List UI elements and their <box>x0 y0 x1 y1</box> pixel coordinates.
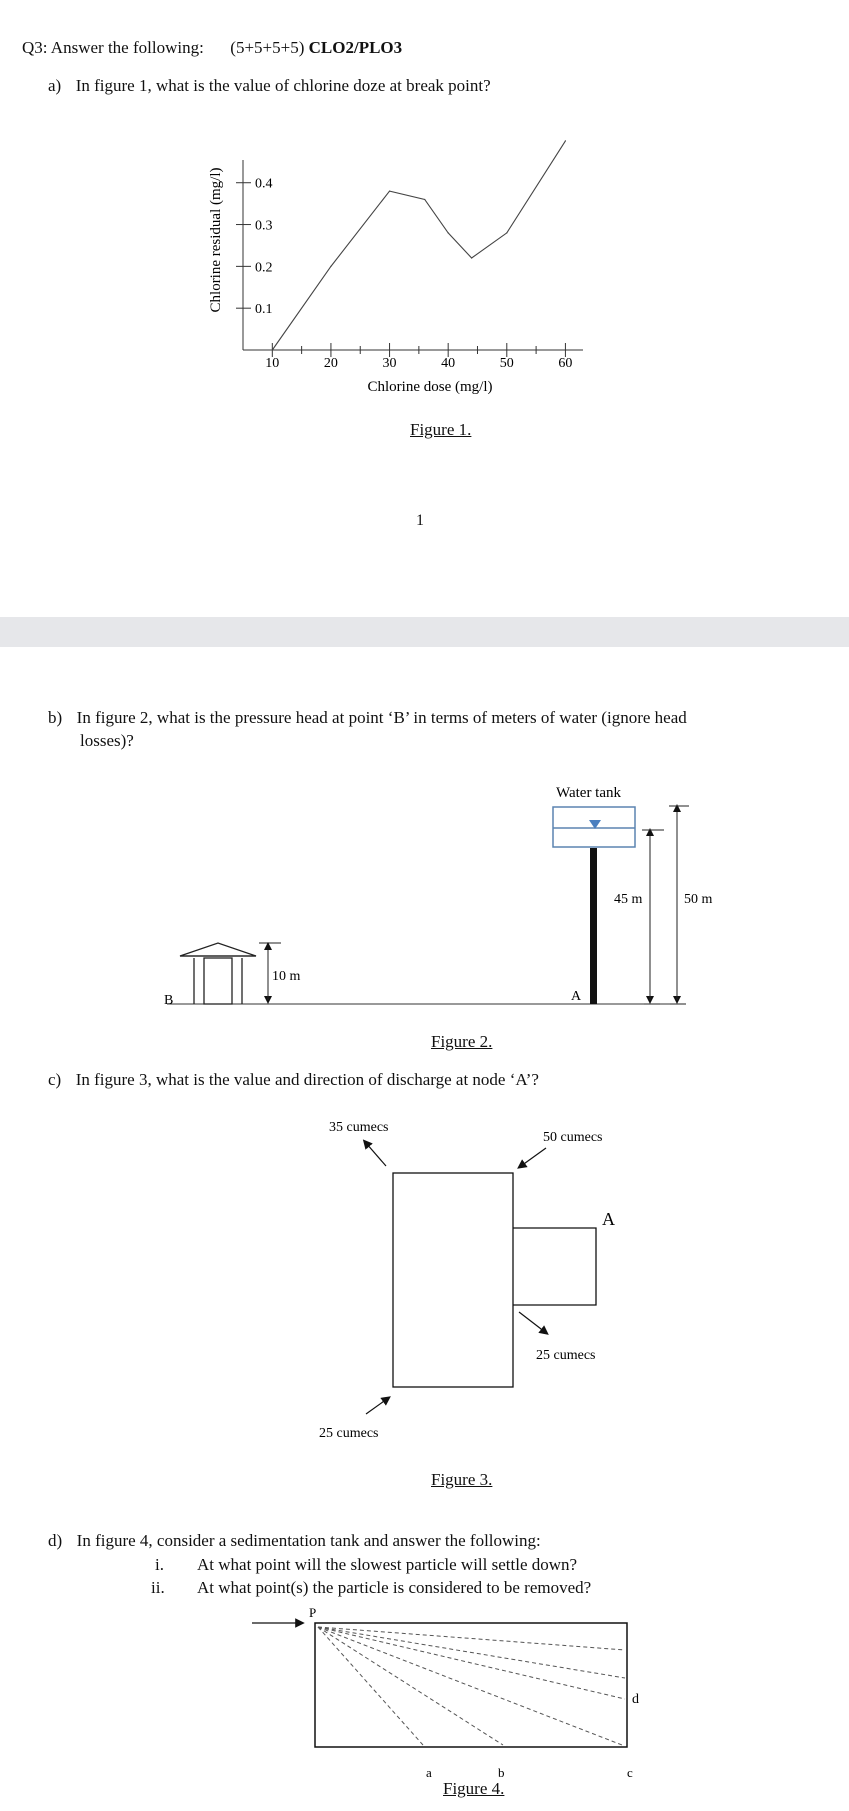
point-p-label: P <box>309 1605 317 1620</box>
flow-arrow-top-left <box>366 1143 386 1166</box>
part-b-line1: In figure 2, what is the pressure head at point ‘B’ in terms of meters of water (ignore head <box>76 708 687 727</box>
flow-arrow-top-right <box>521 1148 546 1166</box>
part-d-item-i: At what point will the slowest particle will settle down? <box>197 1555 578 1574</box>
data-point <box>565 140 566 141</box>
part-d-text: In figure 4, consider a sedimentation tank and answer the following: <box>76 1531 541 1550</box>
x-tick-label: 10 <box>265 356 280 371</box>
chart-area <box>236 140 583 371</box>
network-loop-side <box>513 1228 596 1305</box>
y-tick-label: 0.3 <box>255 218 273 234</box>
part-a-letter: a) <box>48 76 62 95</box>
residual-curve <box>272 141 565 350</box>
part-d-item-ii-num: ii. <box>151 1578 165 1597</box>
data-point <box>506 232 507 233</box>
dimension-10m <box>259 943 281 1000</box>
network-loop-main <box>393 1173 513 1387</box>
page-number: 1 <box>416 512 424 529</box>
data-point <box>471 257 472 258</box>
data-point <box>424 199 425 200</box>
dimension-50m <box>669 806 689 1004</box>
x-tick-label: 50 <box>499 356 514 371</box>
label-45m: 45 m <box>614 892 643 907</box>
water-tank <box>553 807 635 1004</box>
figure-4-caption: Figure 4. <box>443 1779 505 1798</box>
particle-trajectories <box>318 1627 625 1745</box>
part-c-letter: c) <box>48 1070 62 1089</box>
part-a-text: In figure 1, what is the value of chlorine doze at break point? <box>75 76 491 95</box>
flow-arrow-bottom-left <box>366 1399 387 1414</box>
point-c-label: c <box>627 1765 633 1780</box>
x-tick-label: 30 <box>382 356 397 371</box>
y-tick-label: 0.2 <box>255 260 273 276</box>
part-d-item-i-num: i. <box>155 1555 164 1574</box>
point-b-small-label: b <box>498 1765 505 1780</box>
label-50m: 50 m <box>684 892 713 907</box>
q3-clo: CLO2/PLO3 <box>308 38 403 57</box>
water-tank-label: Water tank <box>556 785 622 801</box>
point-a-small-label: a <box>426 1765 432 1780</box>
point-b-label: B <box>164 993 174 1008</box>
page-separator <box>0 617 849 647</box>
y-tick-label: 0.4 <box>255 176 273 192</box>
point-a-label: A <box>571 989 582 1004</box>
tank-column <box>590 848 597 1004</box>
part-d-question <box>48 1531 541 1551</box>
house-icon <box>180 943 256 1004</box>
data-point <box>448 232 449 233</box>
dimension-45m <box>642 830 664 1004</box>
x-tick-label: 60 <box>558 356 573 371</box>
flow-label-50: 50 cumecs <box>543 1130 603 1145</box>
data-point <box>272 349 273 350</box>
part-b-letter: b) <box>48 708 63 727</box>
flow-label-25-left: 25 cumecs <box>319 1426 379 1441</box>
flow-label-25-right: 25 cumecs <box>536 1348 596 1363</box>
x-tick-label: 20 <box>323 356 338 371</box>
part-c-question <box>48 1070 539 1090</box>
figure-1-caption: Figure 1. <box>410 420 472 439</box>
water-level-icon <box>589 820 601 829</box>
part-d-item-ii: At what point(s) the particle is considered to be removed? <box>197 1578 592 1597</box>
data-point <box>389 190 390 191</box>
flow-arrow-bottom-right <box>519 1312 545 1332</box>
y-tick-label: 0.1 <box>255 302 273 318</box>
y-axis-label: Chlorine residual (mg/l) <box>208 167 224 313</box>
x-tick-label: 40 <box>441 356 456 371</box>
figure-3-caption: Figure 3. <box>431 1470 493 1489</box>
part-d-letter: d) <box>48 1531 63 1550</box>
q3-marks: (5+5+5+5) <box>230 38 305 57</box>
label-10m: 10 m <box>272 969 301 984</box>
x-axis-label: Chlorine dose (mg/l) <box>367 379 493 395</box>
sedimentation-tank <box>315 1623 627 1747</box>
part-b-question <box>48 708 687 728</box>
point-d-label: d <box>632 1692 639 1707</box>
node-a-label: A <box>602 1209 615 1229</box>
part-c-text: In figure 3, what is the value and direction of discharge at node ‘A’? <box>75 1070 539 1089</box>
part-b-line2: losses)? <box>80 731 134 750</box>
q3-label: Q3: Answer the following: <box>22 38 204 57</box>
figure-2-caption: Figure 2. <box>431 1032 493 1051</box>
figure-1-chart <box>0 0 849 460</box>
data-point <box>330 266 331 267</box>
flow-label-35: 35 cumecs <box>329 1120 389 1135</box>
